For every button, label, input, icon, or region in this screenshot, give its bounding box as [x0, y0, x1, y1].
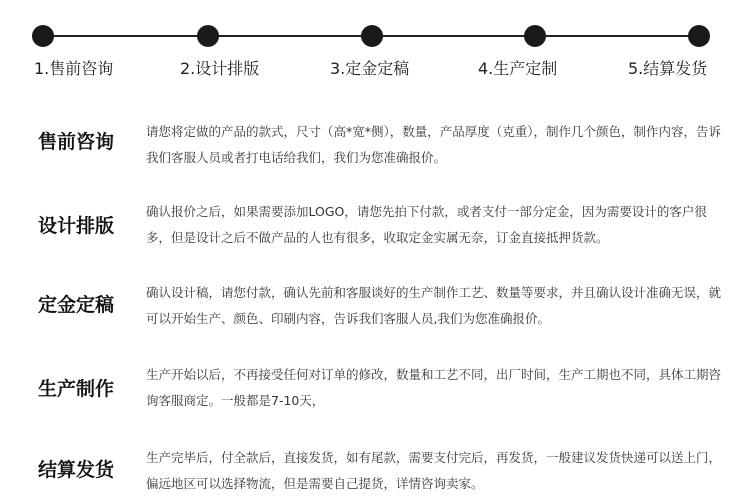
section-title: 设计排版: [38, 215, 115, 237]
section-title: 售前咨询: [38, 131, 115, 153]
step-1-label: 1.售前咨询: [34, 59, 114, 78]
section-text: 确认设计稿，请您付款，确认先前和客服谈好的生产制作工艺、数量等要求，并且确认设计准确无误，就可以开始生产、颜色、印刷内容，告诉我们客服人员,我们为您准确报价。: [146, 285, 722, 326]
section-title: 结算发货: [38, 459, 115, 481]
process-timeline: [0, 0, 750, 90]
step-3-dot: [361, 25, 383, 47]
step-4-dot: [524, 25, 546, 47]
section-title: 生产制作: [38, 378, 115, 400]
step-5-dot: [688, 25, 710, 47]
step-3-label: 3.定金定稿: [330, 59, 410, 78]
step-5-label: 5.结算发货: [628, 59, 708, 78]
section-text: 确认报价之后，如果需要添加LOGO，请您先拍下付款，或者支付一部分定金，因为需要设计的客户很多，但是设计之后不做产品的人也有很多，收取定金实属无奈，订金直接抵押货款。: [146, 204, 707, 245]
step-1-dot: [32, 25, 54, 47]
section-text: 请您将定做的产品的款式，尺寸（高*宽*侧），数量，产品厚度（克重），制作几个颜色，制作内容，告诉我们客服人员或者打电话给我们，我们为您准确报价。: [146, 124, 722, 165]
step-2-dot: [197, 25, 219, 47]
section-text: 生产开始以后，不再接受任何对订单的修改，数量和工艺不同，出厂时间，生产工期也不同，具体工期咨询客服商定。一般都是7-10天，: [146, 367, 722, 408]
step-2-label: 2.设计排版: [180, 59, 260, 78]
step-4-label: 4.生产定制: [478, 59, 558, 78]
section-title: 定金定稿: [38, 294, 115, 316]
section-text: 生产完毕后，付全款后，直接发货，如有尾款，需要支付完后，再发货，一般建议发货快递可以送上门，偏远地区可以选择物流，但是需要自己提货，详情咨询卖家。: [146, 450, 722, 491]
